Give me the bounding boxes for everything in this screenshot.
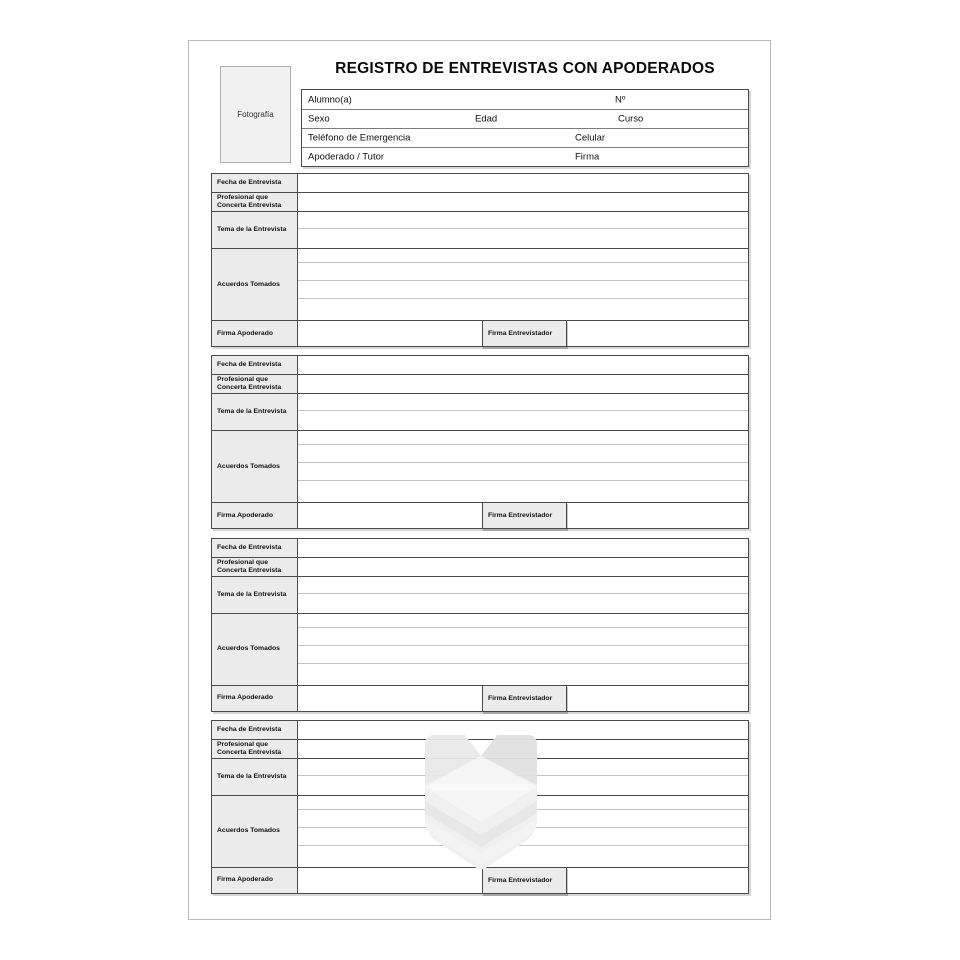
- acuerdos-tomados-row: [212, 248, 748, 320]
- student-info-row-apoderado: [302, 147, 748, 166]
- profesional-concerta-label: Profesional que Concerta Entrevista: [212, 375, 298, 393]
- profesional-row: [212, 192, 748, 211]
- acuerdos-tomados-field[interactable]: [298, 614, 748, 685]
- tema-entrevista-label: Tema de la Entrevista: [212, 394, 298, 430]
- firma-apoderado-label: Firma Apoderado: [212, 503, 298, 528]
- celular-label: Celular: [575, 132, 606, 144]
- profesional-row: [212, 557, 748, 576]
- photo-box: [220, 66, 291, 163]
- acuerdos-tomados-field[interactable]: [298, 796, 748, 867]
- tema-entrevista-field[interactable]: [298, 759, 748, 795]
- student-info-row-sexo: [302, 109, 748, 128]
- tema-entrevista-label: Tema de la Entrevista: [212, 759, 298, 795]
- form-page: [188, 40, 771, 920]
- numero-field[interactable]: [636, 92, 744, 107]
- student-info-row-alumno: [302, 90, 748, 109]
- firma-entrevistador-field[interactable]: [567, 503, 748, 528]
- edad-field[interactable]: [504, 112, 612, 126]
- acuerdos-tomados-row: [212, 613, 748, 685]
- tema-entrevista-label: Tema de la Entrevista: [212, 212, 298, 248]
- alumno-label: Alumno(a): [308, 94, 352, 105]
- tema-entrevista-row: [212, 576, 748, 613]
- firma-apoderado-label: Firma Apoderado: [212, 868, 298, 893]
- edad-label: Edad: [475, 113, 498, 125]
- profesional-concerta-label: Profesional que Concerta Entrevista: [212, 558, 298, 576]
- alumno-field[interactable]: [364, 92, 609, 107]
- sexo-field[interactable]: [338, 112, 468, 126]
- fecha-entrevista-label: Fecha de Entrevista: [212, 721, 298, 739]
- profesional-concerta-field[interactable]: [298, 375, 748, 393]
- tema-entrevista-row: [212, 211, 748, 248]
- profesional-concerta-field[interactable]: [298, 740, 748, 758]
- fecha-entrevista-field[interactable]: [298, 356, 748, 374]
- fecha-entrevista-field[interactable]: [298, 539, 748, 557]
- tema-entrevista-label: Tema de la Entrevista: [212, 577, 298, 613]
- interview-record-block: [211, 538, 749, 712]
- acuerdos-tomados-label: Acuerdos Tomados: [212, 431, 298, 502]
- firma-entrevistador-field[interactable]: [567, 686, 748, 711]
- celular-field[interactable]: [616, 131, 744, 145]
- tema-entrevista-field[interactable]: [298, 212, 748, 248]
- acuerdos-tomados-field[interactable]: [298, 249, 748, 320]
- firma-entrevistador-label: Firma Entrevistador: [482, 867, 567, 894]
- sexo-label: Sexo: [308, 113, 330, 125]
- student-info-row-telefono: [302, 128, 748, 147]
- interview-record-block: [211, 355, 749, 529]
- photo-box-label: Fotografía: [237, 110, 274, 119]
- curso-label: Curso: [618, 113, 644, 125]
- acuerdos-tomados-row: [212, 795, 748, 867]
- telefono-emergencia-label: Teléfono de Emergencia: [308, 132, 411, 144]
- firma-entrevistador-field[interactable]: [567, 868, 748, 893]
- firma-apoderado-label: Firma Apoderado: [212, 686, 298, 711]
- firma-entrevistador-label: Firma Entrevistador: [482, 502, 567, 529]
- tema-entrevista-field[interactable]: [298, 577, 748, 613]
- fecha-entrevista-row: [212, 721, 748, 739]
- firma-apoderado-label: Firma Apoderado: [212, 321, 298, 346]
- acuerdos-tomados-label: Acuerdos Tomados: [212, 249, 298, 320]
- curso-field[interactable]: [654, 112, 744, 126]
- telefono-emergencia-field[interactable]: [426, 131, 569, 145]
- firma-apoderado-field[interactable]: [298, 686, 482, 711]
- firmas-row: [212, 685, 748, 711]
- profesional-concerta-field[interactable]: [298, 558, 748, 576]
- interview-record-block: [211, 173, 749, 347]
- firma-entrevistador-field[interactable]: [567, 321, 748, 346]
- firma-entrevistador-label: Firma Entrevistador: [482, 320, 567, 347]
- acuerdos-tomados-label: Acuerdos Tomados: [212, 614, 298, 685]
- acuerdos-tomados-row: [212, 430, 748, 502]
- profesional-row: [212, 739, 748, 758]
- fecha-entrevista-label: Fecha de Entrevista: [212, 356, 298, 374]
- fecha-entrevista-row: [212, 356, 748, 374]
- firma-apoderado-field[interactable]: [298, 868, 482, 893]
- student-info-table: [301, 89, 749, 167]
- fecha-entrevista-row: [212, 174, 748, 192]
- firma-field[interactable]: [606, 150, 744, 164]
- tema-entrevista-row: [212, 393, 748, 430]
- numero-label: Nº: [615, 94, 626, 105]
- tema-entrevista-row: [212, 758, 748, 795]
- firma-entrevistador-label: Firma Entrevistador: [482, 685, 567, 712]
- firmas-row: [212, 867, 748, 893]
- fecha-entrevista-label: Fecha de Entrevista: [212, 174, 298, 192]
- firma-label: Firma: [575, 151, 600, 163]
- profesional-row: [212, 374, 748, 393]
- fecha-entrevista-field[interactable]: [298, 721, 748, 739]
- fecha-entrevista-label: Fecha de Entrevista: [212, 539, 298, 557]
- firma-apoderado-field[interactable]: [298, 321, 482, 346]
- fecha-entrevista-field[interactable]: [298, 174, 748, 192]
- acuerdos-tomados-field[interactable]: [298, 431, 748, 502]
- profesional-concerta-field[interactable]: [298, 193, 748, 211]
- fecha-entrevista-row: [212, 539, 748, 557]
- interview-blocks-list: [211, 173, 749, 894]
- firmas-row: [212, 502, 748, 528]
- tema-entrevista-field[interactable]: [298, 394, 748, 430]
- profesional-concerta-label: Profesional que Concerta Entrevista: [212, 193, 298, 211]
- apoderado-tutor-label: Apoderado / Tutor: [308, 151, 385, 163]
- firma-apoderado-field[interactable]: [298, 503, 482, 528]
- profesional-concerta-label: Profesional que Concerta Entrevista: [212, 740, 298, 758]
- acuerdos-tomados-label: Acuerdos Tomados: [212, 796, 298, 867]
- apoderado-tutor-field[interactable]: [398, 150, 568, 164]
- interview-record-block: [211, 720, 749, 894]
- form-title: REGISTRO DE ENTREVISTAS CON APODERADOS: [335, 60, 715, 77]
- firmas-row: [212, 320, 748, 346]
